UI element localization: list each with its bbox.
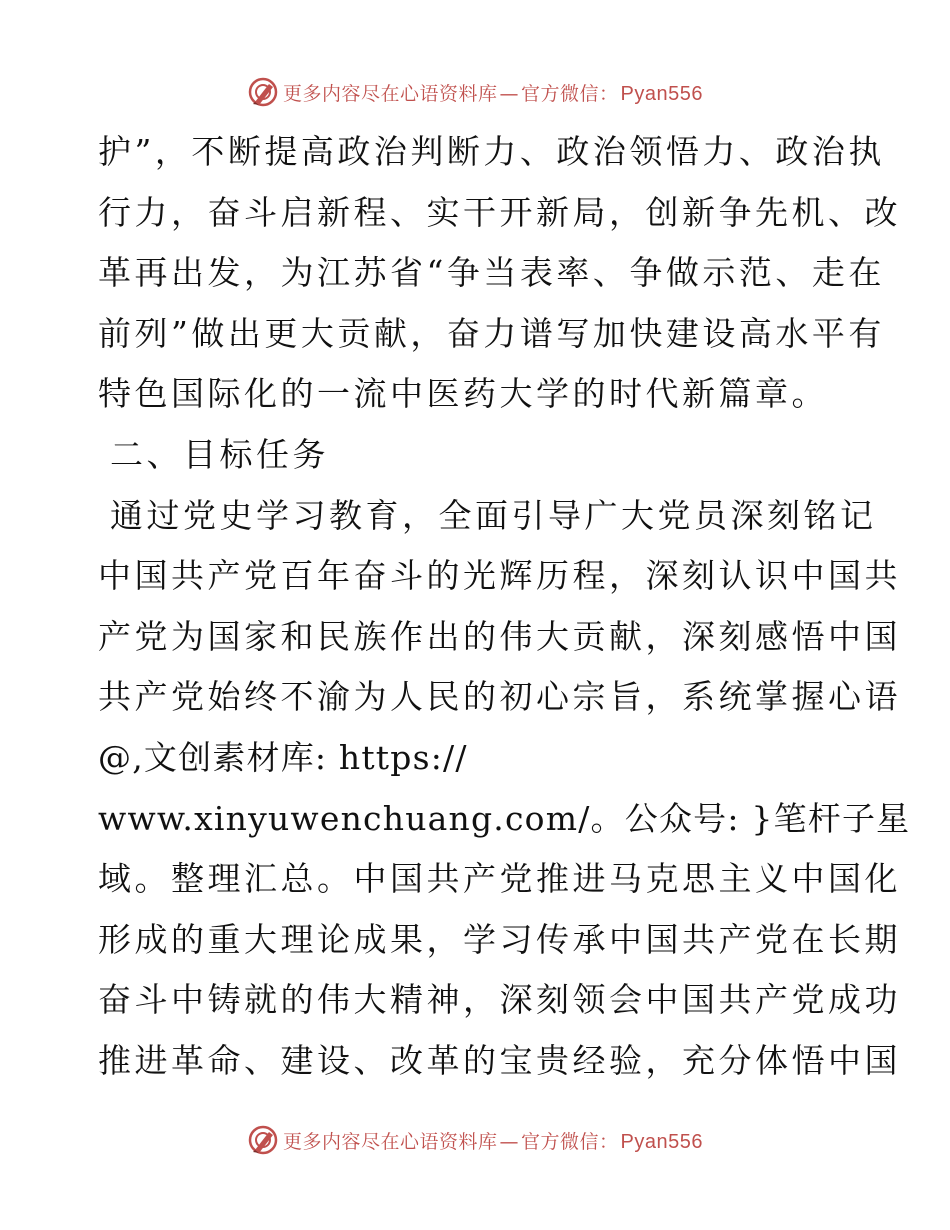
footer-watermark [0, 1120, 950, 1160]
text-line: 奋斗中铸就的伟大精神，深刻领会中国共产党成功 [98, 980, 901, 1020]
watermark-official: 官方微信： [521, 1130, 619, 1153]
pen-logo-icon [247, 1124, 279, 1156]
text-line: 特色国际化的一流中医药大学的时代新篇章。 [98, 374, 828, 414]
text-line: 共产党始终不渝为人民的初心宗旨，系统掌握心语 [98, 677, 901, 717]
text-line: @,文创素材库: https:// [98, 737, 468, 777]
text-line: 推进革命、建设、改革的宝贵经验，充分体悟中国 [98, 1040, 901, 1080]
watermark-official: 官方微信： [521, 82, 619, 105]
text-line: 形成的重大理论成果，学习传承中国共产党在长期 [98, 919, 901, 959]
header-watermark [0, 72, 950, 112]
text-line: 革再出发，为江苏省“争当表率、争做示范、走在 [98, 253, 885, 293]
text-line: 域。整理汇总。中国共产党推进马克思主义中国化 [98, 859, 901, 899]
text-line: 通过党史学习教育，全面引导广大党员深刻铭记 [110, 495, 877, 535]
text-line: 前列”做出更大贡献，奋力谱写加快建设高水平有 [98, 313, 885, 353]
watermark-dash: — [499, 82, 520, 105]
watermark-text: 更多内容尽在心语资料库 [283, 1130, 498, 1153]
watermark-text: 更多内容尽在心语资料库 [283, 82, 498, 105]
watermark-id: Pyan556 [620, 82, 703, 105]
document-body [98, 122, 911, 1092]
section-heading: 二、目标任务 [110, 434, 329, 474]
text-line: 中国共产党百年奋斗的光辉历程，深刻认识中国共 [98, 556, 901, 596]
text-line: 护”，不断提高政治判断力、政治领悟力、政治执 [98, 132, 885, 171]
text-line: www.xinyuwenchuang.com/。公众号: }笔杆子星 [98, 798, 911, 838]
watermark-dash: — [499, 1130, 520, 1153]
text-line: 行力，奋斗启新程、实干开新局，创新争先机、改 [98, 192, 901, 232]
watermark-id: Pyan556 [620, 1130, 703, 1153]
pen-logo-icon [247, 76, 279, 108]
text-line: 产党为国家和民族作出的伟大贡献，深刻感悟中国 [98, 616, 901, 656]
